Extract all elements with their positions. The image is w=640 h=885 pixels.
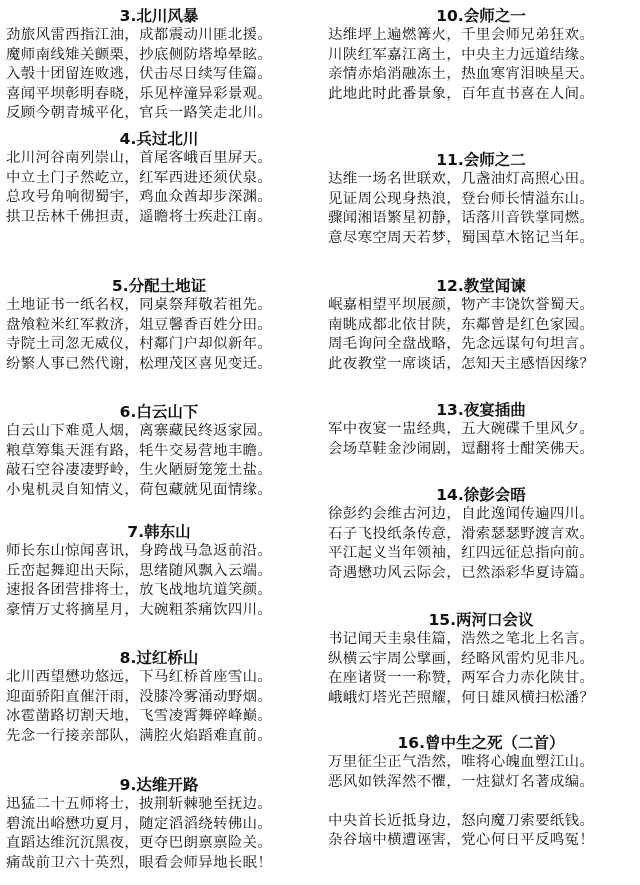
poem-title: 3.北川风暴	[119, 7, 199, 25]
poem-title: 4.兵过北川	[119, 130, 199, 148]
poem-line: 碧流出峪懋功夏月，随定滔滔绕转佛山。	[6, 815, 273, 832]
poem-line: 会场草鞋金沙闹剧，逗翻将士酣笑佛天。	[328, 440, 595, 457]
poem-line: 书记闻天圭泉佳篇，浩然之笔北上名言。	[328, 631, 595, 647]
poem-line: 盘飧粒米红军救济，俎豆馨香百姓分田。	[6, 316, 273, 333]
poem-line: 平江起义当年领袖，红四远征总指向前。	[328, 545, 595, 562]
poem-line: 粮草筹集天涯有路，牦牛交易营地丰瞻。	[6, 442, 273, 459]
poem-line: 冰雹凿路切割天地，飞雪凌霄舞碎峰巅。	[6, 708, 273, 725]
poem-block	[322, 610, 640, 708]
poem-line: 总攻号角响彻蜀宇，鸡血众酋却步深渊。	[6, 189, 273, 206]
poem-title: 8.过红桥山	[119, 649, 199, 667]
poem-line: 亲情赤焰消融冻土，热血寒宵泪映星天。	[328, 66, 595, 83]
poem-line: 纷繁人事已然代谢，松理茂区喜见变迁。	[6, 355, 273, 372]
poem-line: 意尽寒空周天若梦，蜀国草木铭记当年。	[328, 229, 595, 246]
poem-block	[322, 400, 640, 459]
poem-line: 万里征尘正气浩然，唯将心魄血塑江山。	[328, 754, 595, 770]
poem-line: 土地证书一纸名权，同桌祭拜敬若祖先。	[6, 297, 273, 313]
poem-line: 速报各团营排将士，放飞战地坑道笑颜。	[6, 582, 273, 599]
poem-line: 此夜教堂一席谈话，怎知天主感悟因缘？	[328, 355, 595, 372]
poem-line: 徐彭约会维古河边，自此逸闻传遍四川。	[328, 506, 595, 522]
poem-line: 石子飞投纸条传意，滑索瑟瑟野渡言欢。	[328, 525, 595, 542]
poem-line: 川陕红军嘉江离土，中央主力远道结缘。	[328, 46, 595, 63]
poem-title: 5.分配土地证	[111, 277, 207, 295]
poem-title: 6.白云山下	[119, 403, 199, 421]
poem-block	[0, 522, 318, 620]
poem-block	[0, 775, 318, 873]
poem-line: 达维坪上遍燃篝火，千里会师兄弟狂欢。	[328, 27, 595, 43]
poem-line: 劲旅风雷西指江油，成都震动川匪北援。	[6, 27, 273, 43]
poem-line: 军中夜宴一盅经典，五大碗碟千里风夕。	[328, 421, 595, 437]
poem-block	[0, 402, 318, 500]
poem-line: 入彀十团留连败逃，伏击尽日续写佳篇。	[6, 66, 273, 83]
poem-title: 7.韩东山	[127, 523, 191, 541]
poem-block	[322, 276, 640, 374]
poem-line: 南眺成都北依甘陕，东鄰曾是红色家园。	[328, 316, 595, 333]
poem-line: 喜闻平坝彰明春晓，乐见梓潼异彩景观。	[6, 85, 273, 102]
poem-line: 达维一场名世联欢，几盏油灯高照心田。	[328, 171, 595, 187]
poem-line: 寺院土司忽无威仪，村鄰门户却似新年。	[6, 336, 273, 353]
poem-title: 10.会师之一	[436, 7, 526, 25]
poem-title: 11.会师之二	[436, 151, 526, 169]
poem-block	[322, 6, 640, 104]
poem-title: 14.徐彭会晤	[436, 486, 526, 504]
poem-line: 恶风如铁浑然不懼，一炷獄灯名著成编。	[328, 773, 595, 790]
stanza-gap	[322, 792, 640, 812]
poem-line: 杂谷垴中横遭诬害，党心何日平反鸣冤！	[328, 832, 595, 849]
poem-line: 纵横云宇周公擘画，经略风雷灼见非凡。	[328, 650, 595, 667]
poem-block	[322, 733, 640, 851]
poem-title: 13.夜宴插曲	[436, 401, 526, 419]
poem-block	[0, 129, 318, 227]
poem-line: 峨峨灯塔光芒照耀，何日雄风横扫松潘？	[328, 689, 595, 706]
poem-line: 痛哉前卫六十英烈，眼看会师异地长眠！	[6, 854, 273, 871]
poem-block	[322, 485, 640, 583]
poem-line: 先念一行接亲部队，满腔火焰蹈难直前。	[6, 727, 273, 744]
poem-line: 丘峦起舞迎出天际，思绪随风飘入云端。	[6, 562, 273, 579]
poem-title: 9.达维开路	[119, 776, 199, 794]
poem-line: 中立土门子然屹立，红军西进还须伏泉。	[6, 169, 273, 186]
poem-line: 白云山下难觅人烟，离寨藏民终返家园。	[6, 423, 273, 439]
poem-line: 小鬼机灵自知情义，荷包藏就见面情缘。	[6, 481, 273, 498]
poem-line: 魔师南线雉关颤栗，抄底侧防塔埠晕眩。	[6, 46, 273, 63]
poem-title: 12.教堂闻谏	[436, 277, 526, 295]
poem-block	[0, 648, 318, 746]
poem-line: 北川河谷南列崇山，首尾客峨百里屏天。	[6, 150, 273, 166]
poem-line: 骤闻湘语繁星初静，话落川音铁掌同燃。	[328, 210, 595, 227]
poem-line: 豪情万丈将摘星月，大碗粗茶痛饮四川。	[6, 601, 273, 618]
poem-line: 奇遇懋功风云际会，已然添彩华夏诗篇。	[328, 564, 595, 581]
poem-line: 在座诸贤一一称赞，两军合力赤化陕甘。	[328, 670, 595, 687]
poem-block	[0, 276, 318, 374]
poem-block	[0, 6, 318, 124]
poem-line: 敲石空谷凄凄野岭，生火陋厨笼笼土盐。	[6, 462, 273, 479]
poem-line: 见证周公现身热浪，登台师长情溢东山。	[328, 190, 595, 207]
poem-title: 15.两河口会议	[428, 611, 534, 629]
poem-line: 师长东山惊闻喜讯，身跨战马急返前沿。	[6, 543, 273, 559]
poem-line: 中央首长近抵身边，怒向魔刀索要纸钱。	[328, 812, 595, 829]
poem-line: 迎面骄阳直催汗雨，没膝冷雾涌动野烟。	[6, 688, 273, 705]
poem-line: 直蹈达维沉沉黑夜，更夺巴朗禀禀险关。	[6, 835, 273, 852]
poem-line: 迅猛二十五师将士，披荆斩棘驰至抚边。	[6, 796, 273, 812]
poem-line: 周毛询问全盘战略，先念远谋句句坦言。	[328, 336, 595, 353]
poem-line: 拱卫岳林千佛担责，遥瞻将士疾赴江南。	[6, 208, 273, 225]
poem-line: 北川西望懋功悠远，下马红桥首座雪山。	[6, 669, 273, 685]
poem-line: 反顾今朝青城平化，官兵一路笑走北川。	[6, 105, 273, 122]
poem-title: 16.曾中生之死（二首）	[397, 734, 565, 752]
poem-block	[322, 150, 640, 248]
poem-line: 岷嘉相望平坝展颜，物产丰饶饮誉蜀天。	[328, 297, 595, 313]
poem-line: 此地此时此番景象，百年直书喜在人间。	[328, 85, 595, 102]
